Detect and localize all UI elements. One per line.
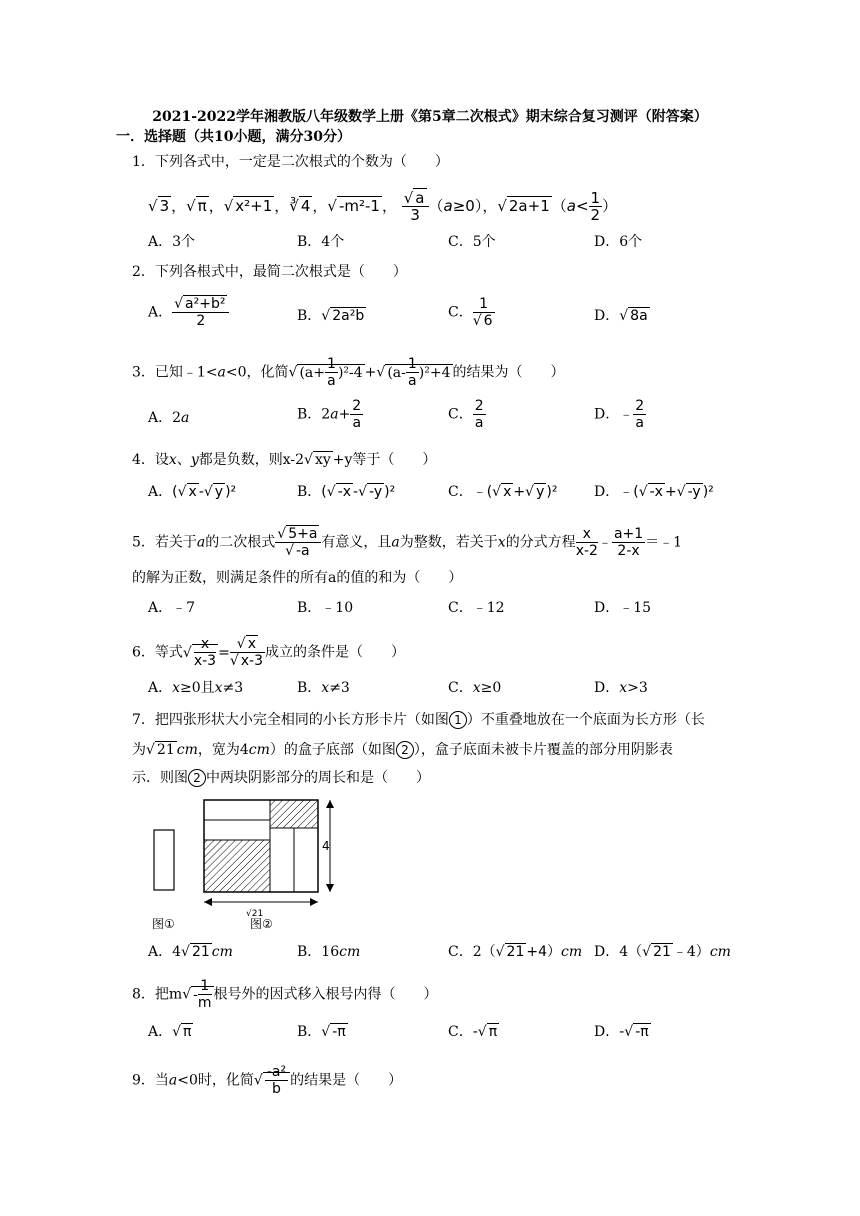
- q6-option-b[interactable]: B．x≠3: [297, 680, 350, 696]
- q5-stem: 5．若关于a的二次根式 $\frac{√ 5+a}{√ -a}$ 有意义，且a为整数，若关于x的分式方程 $\frac{x}{x-2}$ ﹣ $\frac{a+1}{2-x}$ ＝﹣1: [132, 526, 683, 559]
- q4-stem: 4．设x、y都是负数，则x-2√ xy +y等于（ ）: [132, 452, 437, 468]
- q7-option-a[interactable]: A．4√ 21 cm: [148, 944, 233, 960]
- q7-option-b[interactable]: B．16cm: [297, 944, 361, 960]
- figure2-height-label: 4: [322, 839, 330, 853]
- q4-option-d[interactable]: D．﹣(√ -x +√ -y )²: [594, 484, 714, 500]
- q2-option-d[interactable]: D．√ 8a: [594, 308, 648, 324]
- figure2-shade-left: [204, 840, 270, 892]
- q6-stem: 6．等式√ $\frac{x}{x-3}$ = $\frac{√ x}{√ x-3}$ 成立的条件是（ ）: [132, 636, 405, 669]
- q7-figure-svg: [150, 798, 360, 934]
- q4-option-c[interactable]: C．﹣(√ x +√ y )²: [448, 484, 558, 500]
- q1-stem: 1．下列各式中，一定是二次根式的个数为（ ）: [132, 154, 449, 170]
- q1-option-b[interactable]: B．4个: [297, 234, 345, 250]
- q3-option-d[interactable]: D．﹣ $\frac{2}{a}$: [594, 398, 645, 431]
- q2-option-a[interactable]: A． $\frac{\text{√ a²+b²}}{2}$: [148, 296, 229, 329]
- figure1-caption: 图①: [152, 917, 175, 931]
- q1-option-c[interactable]: C．5个: [448, 234, 496, 250]
- section-heading: 一．选择题（共10小题，满分30分）: [116, 129, 351, 145]
- q3-option-c[interactable]: C． $\frac{2}{a}$: [448, 398, 484, 431]
- q6-option-d[interactable]: D．x>3: [594, 680, 648, 696]
- figure2-shade-right: [270, 800, 318, 828]
- q3-option-a[interactable]: A．2a: [148, 410, 190, 426]
- figure1-card: [154, 830, 174, 890]
- q7-stem-3: 示．则图 2 中两块阴影部分的周长和是（ ）: [132, 770, 430, 786]
- q8-option-a[interactable]: A．√ π: [148, 1024, 192, 1040]
- q4-option-b[interactable]: B．(√ -x -√ -y )²: [297, 484, 396, 500]
- q3-option-b[interactable]: B．2a+ $\frac{2}{a}$: [297, 398, 362, 431]
- q3-stem: 3．已知﹣1<a<0，化简√ (a+ $\frac{1}{a}$ )²-4 +√ (a- $\frac{1}{a}$ )²+4 的结果为（ ）: [132, 356, 565, 389]
- q7-option-c[interactable]: C．2（√ 21 +4）cm: [448, 944, 583, 960]
- q7-figure: [150, 798, 360, 938]
- q5-option-b[interactable]: B．﹣10: [297, 600, 354, 616]
- page-title: 2021-2022学年湘教版八年级数学上册《第5章二次根式》期末综合复习测评（附答案）: [152, 109, 708, 125]
- figure2-caption: 图②: [250, 917, 273, 931]
- q7-stem-2: 为√ 21 cm，宽为4cm）的盒子底部（如图 2 ），盒子底面未被卡片覆盖的部分用阴影表: [132, 742, 673, 758]
- q1-expressions: √ 3 ，√ π ，√ x²+1 ，∛ 4 ，√ -m²-1 ， $\frac{√ a}{3}$ （a≥0），√ 2a+1 （a< $\frac{1}{2}$ ）: [148, 189, 618, 224]
- q2-option-b[interactable]: B．√ 2a²b: [297, 308, 365, 324]
- q5-stem-2: 的解为正数，则满足条件的所有a的值的和为（ ）: [132, 570, 463, 586]
- q6-option-a[interactable]: A．x≥0且x≠3: [148, 680, 244, 696]
- q8-option-b[interactable]: B．√ -π: [297, 1024, 346, 1040]
- q5-option-d[interactable]: D．﹣15: [594, 600, 652, 616]
- q5-option-c[interactable]: C．﹣12: [448, 600, 505, 616]
- q7-option-d[interactable]: D．4（√ 21 ﹣4）cm: [594, 944, 731, 960]
- q7-stem-1: 7．把四张形状大小完全相同的小长方形卡片（如图 1 ）不重叠地放在一个底面为长方形（长: [132, 712, 705, 728]
- q8-option-c[interactable]: C．-√ π: [448, 1024, 498, 1040]
- q5-option-a[interactable]: A．﹣7: [148, 600, 196, 616]
- q6-option-c[interactable]: C．x≥0: [448, 680, 502, 696]
- figure2-width-label: √21: [246, 909, 264, 919]
- q1-option-d[interactable]: D．6个: [594, 234, 643, 250]
- q1-option-a[interactable]: A．3个: [148, 234, 196, 250]
- q8-stem: 8．把m√ - $\frac{1}{m}$ 根号外的因式移入根号内得（ ）: [132, 978, 438, 1011]
- q2-stem: 2．下列各根式中，最简二次根式是（ ）: [132, 264, 407, 280]
- q2-option-c[interactable]: C． $\frac{1}{√ 6}$: [448, 296, 493, 329]
- q4-option-a[interactable]: A．(√ x -√ y )²: [148, 484, 237, 500]
- q9-stem: 9．当a<0时，化简√ $\frac{\text{-a²}}{b}$ 的结果是（ ）: [132, 1064, 403, 1097]
- q8-option-d[interactable]: D．-√ -π: [594, 1024, 649, 1040]
